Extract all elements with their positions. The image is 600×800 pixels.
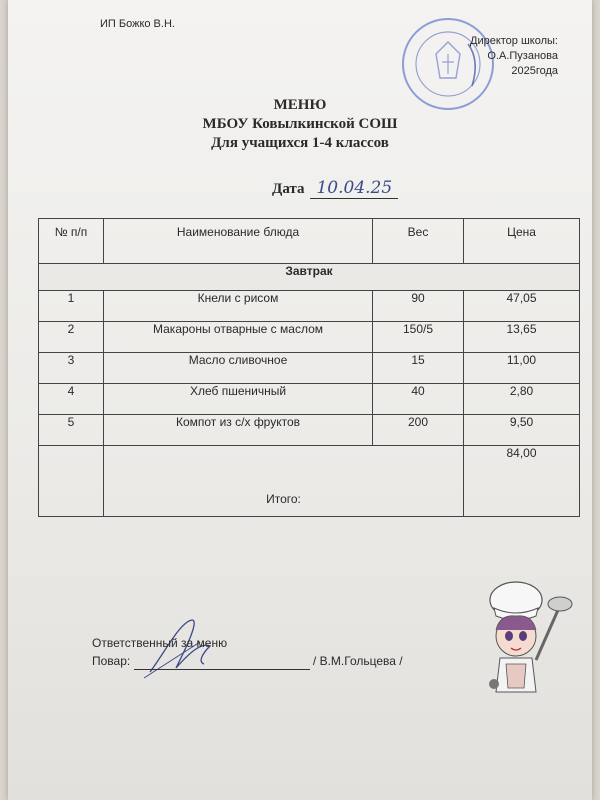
header-number: № п/п (39, 219, 104, 264)
table-header-row (39, 219, 580, 264)
total-row (39, 446, 580, 517)
row-price: 13,65 (464, 322, 580, 353)
section-row (39, 264, 580, 291)
director-approval (470, 34, 558, 79)
cook-name: / В.М.Гольцева / (312, 654, 403, 668)
table-row (39, 384, 580, 415)
row-weight: 200 (373, 415, 464, 446)
row-dish: Макароны отварные с маслом (104, 322, 373, 353)
header-weight: Вес (373, 219, 464, 264)
row-number: 5 (39, 415, 104, 446)
row-weight: 15 (373, 353, 464, 384)
row-dish: Хлеб пшеничный (104, 384, 373, 415)
row-number: 3 (39, 353, 104, 384)
cook-illustration (466, 574, 576, 704)
cook-line (92, 652, 403, 670)
row-price: 11,00 (464, 353, 580, 384)
row-dish: Кнели с рисом (104, 291, 373, 322)
total-value: 84,00 (464, 446, 580, 517)
company-name: ИП Божко В.Н. (100, 18, 175, 30)
section-breakfast: Завтрак (39, 264, 580, 291)
responsible-label: Ответственный за меню (92, 636, 228, 650)
header-price: Цена (464, 219, 580, 264)
total-empty-cell (39, 446, 104, 517)
row-number: 2 (39, 322, 104, 353)
row-price: 9,50 (464, 415, 580, 446)
table-row (39, 353, 580, 384)
row-weight: 90 (373, 291, 464, 322)
table-row (39, 291, 580, 322)
date-label: Дата (272, 181, 305, 197)
title-school: МБОУ Ковылкинской СОШ (202, 116, 398, 132)
date-value: 10.04.25 (310, 178, 398, 199)
row-price: 2,80 (464, 384, 580, 415)
director-title: Директор школы: (470, 35, 558, 47)
menu-heading (0, 96, 600, 153)
approval-year: 2025года (511, 65, 558, 77)
menu-table (38, 218, 580, 517)
row-number: 1 (39, 291, 104, 322)
table-row (39, 415, 580, 446)
row-dish: Компот из с/х фруктов (104, 415, 373, 446)
title-grades: Для учащихся 1-4 классов (211, 135, 389, 151)
row-dish: Масло сливочное (104, 353, 373, 384)
table-row (39, 322, 580, 353)
header-dish: Наименование блюда (104, 219, 373, 264)
responsible-block (92, 634, 403, 670)
row-weight: 40 (373, 384, 464, 415)
total-label: Итого: (104, 446, 464, 517)
director-name: О.А.Пузанова (487, 50, 558, 62)
cook-label: Повар: (92, 654, 131, 668)
signature-line (134, 655, 310, 670)
row-number: 4 (39, 384, 104, 415)
row-price: 47,05 (464, 291, 580, 322)
title-menu: МЕНЮ (273, 97, 327, 113)
row-weight: 150/5 (373, 322, 464, 353)
date-row (272, 178, 398, 198)
